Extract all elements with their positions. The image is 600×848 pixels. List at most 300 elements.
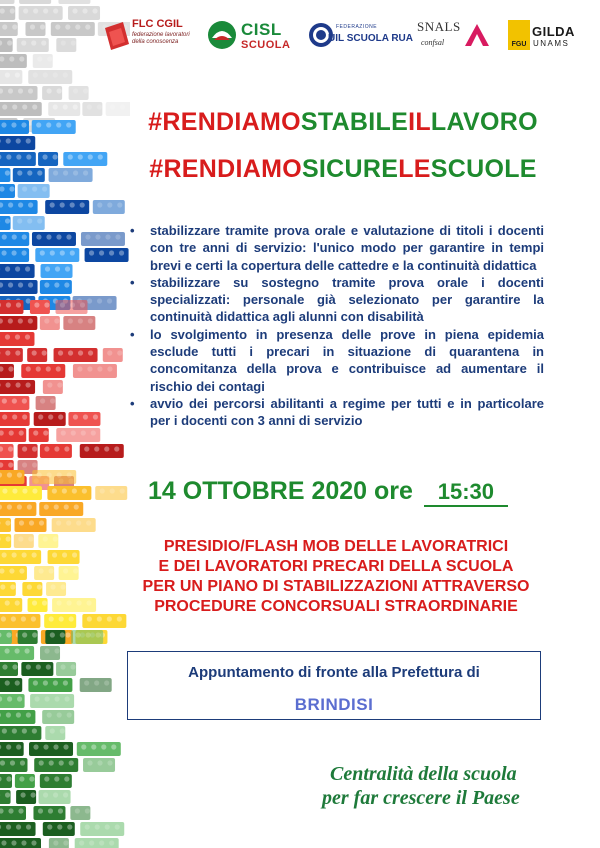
lego-stud: [10, 760, 15, 765]
list-item: • avvio dei percorsi abilitanti a regime per tutti e in particolare per i docenti con 3 anni di servizio: [130, 395, 544, 430]
lego-stud: [50, 584, 55, 589]
flc-cgil-name: FLC CGIL: [132, 18, 183, 30]
lego-stud: [56, 122, 61, 127]
slogan-line-2: per far crescere il Paese: [322, 787, 520, 809]
lego-stud: [50, 728, 55, 733]
lego-stud: [52, 552, 57, 557]
lego-stud: [44, 282, 49, 287]
lego-stud: [12, 414, 17, 419]
lego-stud: [44, 318, 49, 323]
cisl-subtitle: SCUOLA: [241, 39, 291, 51]
lego-stud: [15, 600, 20, 605]
lego-stud: [81, 744, 86, 749]
lego-stud: [27, 504, 32, 509]
lego-stud: [18, 88, 23, 93]
lego-stud: [15, 72, 20, 77]
snals-name: SNALS: [417, 19, 461, 34]
snals-arrow-icon: [463, 22, 491, 48]
lego-stud: [87, 616, 92, 621]
lego-stud: [5, 350, 10, 355]
lego-stud: [97, 202, 102, 207]
hashtag-safe-schools: [128, 155, 558, 184]
hashtag-2-part-2: SICURE: [301, 155, 399, 183]
lego-stud: [5, 170, 10, 175]
cisl-mark-icon: [207, 20, 237, 50]
lego-stud: [32, 552, 37, 557]
lego-stud: [6, 776, 11, 781]
lego-stud: [109, 840, 114, 845]
lego-stud: [60, 250, 65, 255]
appointment-city: BRINDISI: [294, 695, 374, 714]
lego-stud: [29, 776, 34, 781]
lego-stud: [16, 138, 21, 143]
hashtag-2-part-3: LE: [398, 155, 431, 183]
lego-stud: [11, 840, 16, 845]
cisl-name: CISL: [241, 20, 282, 39]
lego-stud: [34, 696, 39, 701]
lego-stud: [120, 104, 125, 109]
lego-stud: [34, 302, 39, 307]
lego-stud: [16, 712, 21, 717]
lego-stud: [43, 680, 48, 685]
lego-stud: [1, 250, 6, 255]
lego-stud: [42, 186, 47, 191]
lego-stud: [60, 664, 65, 669]
lego-stud: [25, 266, 30, 271]
lego-stud: [6, 632, 11, 637]
lego-stud: [99, 840, 104, 845]
lego-stud: [75, 808, 80, 813]
lego-stud: [94, 446, 99, 451]
lego-stud: [54, 648, 59, 653]
lego-stud: [87, 600, 92, 605]
lego-stud: [11, 250, 16, 255]
lego-stud: [12, 24, 17, 29]
lego-stud: [16, 744, 21, 749]
lego-stud: [63, 744, 68, 749]
lego-stud: [18, 318, 23, 323]
lego-stud: [54, 696, 59, 701]
list-item: • stabilizzare su sostegno tramite prova orale i docenti specializzati: personale già selezionato per garantire la continuità didattica agli alunni con disabilità: [130, 274, 544, 326]
lego-stud: [93, 414, 98, 419]
lego-stud: [68, 350, 73, 355]
lego-stud: [5, 334, 10, 339]
lego-stud: [63, 840, 68, 845]
lego-stud: [53, 72, 58, 77]
lego-stud: [75, 24, 80, 29]
gilda-mark-icon: [508, 20, 530, 50]
lego-stud: [32, 632, 37, 637]
lego-stud: [110, 488, 115, 493]
lego-brick: [0, 0, 14, 4]
lego-stud: [17, 170, 22, 175]
lego-stud: [8, 446, 13, 451]
lego-stud: [41, 40, 46, 45]
lego-stud: [66, 520, 71, 525]
lego-stud: [43, 430, 48, 435]
lego-stud: [43, 744, 48, 749]
lego-stud: [85, 234, 90, 239]
lego-stud: [19, 568, 24, 573]
event-date-text: 14 OTTOBRE 2020 ore: [148, 477, 413, 505]
lego-stud: [20, 760, 25, 765]
gilda-unams-logo: [508, 14, 588, 60]
lego-brick: [0, 598, 22, 612]
lego-stud: [22, 186, 27, 191]
lego-stud: [87, 366, 92, 371]
lego-stud: [67, 472, 72, 477]
lego-stud: [44, 446, 49, 451]
lego-stud: [6, 154, 11, 159]
lego-stud: [117, 202, 122, 207]
lego-stud: [67, 600, 72, 605]
lego-stud: [46, 664, 51, 669]
lego-stud: [8, 366, 13, 371]
lego-stud: [22, 104, 27, 109]
lego-stud: [61, 430, 66, 435]
lego-stud: [107, 366, 112, 371]
lego-stud: [66, 122, 71, 127]
lego-stud: [70, 250, 75, 255]
lego-stud: [23, 8, 28, 13]
lego-stud: [2, 234, 7, 239]
lego-stud: [18, 202, 23, 207]
lego-stud: [97, 104, 102, 109]
lego-stud: [65, 266, 70, 271]
lego-stud: [82, 488, 87, 493]
lego-stud: [15, 680, 20, 685]
lego-stud: [36, 366, 41, 371]
lego-stud: [63, 680, 68, 685]
lego-stud: [39, 568, 44, 573]
lego-stud: [22, 234, 27, 239]
lego-stud: [42, 600, 47, 605]
lego-stud: [58, 414, 63, 419]
lego-stud: [64, 446, 69, 451]
lego-stud: [48, 808, 53, 813]
lego-stud: [28, 282, 33, 287]
lego-stud: [7, 696, 12, 701]
lego-stud: [81, 430, 86, 435]
lego-bricks-decoration: [0, 0, 130, 848]
lego-stud: [5, 266, 10, 271]
lego-stud: [43, 8, 48, 13]
hashtag-1-part-1: #RENDIAMO: [148, 108, 301, 136]
event-line: PER UN PIANO DI STABILIZZAZIONI ATTRAVERSO: [142, 578, 530, 595]
lego-stud: [8, 282, 13, 287]
lego-stud: [2, 414, 7, 419]
lego-brick: [19, 0, 51, 4]
lego-stud: [5, 600, 10, 605]
lego-stud: [85, 808, 90, 813]
gilda-mark-text: FGU: [511, 41, 527, 48]
lego-stud: [107, 350, 112, 355]
lego-stud: [85, 24, 90, 29]
lego-stud: [114, 446, 119, 451]
lego-stud: [68, 154, 73, 159]
lego-stud: [86, 632, 91, 637]
lego-stud: [91, 744, 96, 749]
lego-stud: [56, 366, 61, 371]
gilda-subtitle: UNAMS: [533, 39, 570, 48]
lego-stud: [94, 680, 99, 685]
lego-stud: [72, 8, 77, 13]
lego-stud: [2, 24, 7, 29]
appointment-box: [127, 651, 541, 720]
lego-stud: [25, 382, 30, 387]
lego-stud: [6, 712, 11, 717]
lego-stud: [49, 760, 54, 765]
lego-stud: [32, 186, 37, 191]
lego-stud: [69, 760, 74, 765]
lego-stud: [61, 40, 66, 45]
lego-stud: [33, 72, 38, 77]
lego-stud: [32, 728, 37, 733]
lego-stud: [57, 712, 62, 717]
lego-stud: [72, 488, 77, 493]
flc-cgil-subtitle: federazione lavoratori della conoscenza: [132, 32, 190, 45]
lego-stud: [2, 664, 7, 669]
lego-stud: [97, 616, 102, 621]
lego-stud: [10, 584, 15, 589]
lego-stud: [21, 840, 26, 845]
lego-stud: [2, 488, 7, 493]
lego-stud: [60, 728, 65, 733]
lego-stud: [78, 318, 83, 323]
lego-stud: [104, 680, 109, 685]
lego-stud: [109, 250, 114, 255]
lego-stud: [71, 430, 76, 435]
lego-stud: [70, 664, 75, 669]
lego-stud: [79, 840, 84, 845]
lego-stud: [29, 520, 34, 525]
lego-stud: [44, 696, 49, 701]
lego-stud: [33, 8, 38, 13]
list-item: • stabilizzare tramite prova orale e valutazione di titoli i docenti con tre anni di servizio: l'unico modo per garantire in tempi brevi e certi la copertura delle cattedre e la continuità didattica: [130, 222, 544, 274]
lego-stud: [63, 568, 68, 573]
lego-stud: [26, 712, 31, 717]
slogan: [322, 762, 570, 810]
snals-subtitle: confsal: [421, 38, 445, 47]
hashtag-1-part-3: IL: [408, 108, 431, 136]
lego-stud: [15, 648, 20, 653]
lego-stud: [87, 104, 92, 109]
lego-stud: [54, 504, 59, 509]
lego-stud: [37, 218, 42, 223]
lego-stud: [107, 616, 112, 621]
lego-stud: [9, 186, 14, 191]
lego-stud: [11, 616, 16, 621]
lego-stud: [12, 104, 17, 109]
lego-stud: [6, 744, 11, 749]
lego-stud: [57, 824, 62, 829]
lego-stud: [33, 744, 38, 749]
lego-stud: [87, 298, 92, 303]
lego-stud: [16, 302, 21, 307]
lego-stud: [104, 446, 109, 451]
lego-brick: [106, 102, 130, 116]
lego-stud: [47, 472, 52, 477]
lego-stud: [77, 366, 82, 371]
lego-stud: [12, 488, 17, 493]
lego-stud: [73, 104, 78, 109]
lego-stud: [31, 792, 36, 797]
lego-stud: [25, 334, 30, 339]
lego-stud: [55, 24, 60, 29]
lego-stud: [73, 88, 78, 93]
lego-stud: [42, 154, 47, 159]
lego-stud: [73, 568, 78, 573]
lego-stud: [27, 218, 32, 223]
lego-stud: [91, 430, 96, 435]
lego-stud: [71, 40, 76, 45]
lego-stud: [32, 600, 37, 605]
lego-brick: [0, 678, 22, 692]
lego-stud: [53, 536, 58, 541]
lego-stud: [46, 366, 51, 371]
lego-stud: [115, 234, 120, 239]
demands-list: [130, 222, 544, 430]
lego-stud: [21, 616, 26, 621]
lego-stud: [11, 122, 16, 127]
lego-stud: [21, 40, 26, 45]
lego-stud: [78, 154, 83, 159]
lego-stud: [22, 462, 27, 467]
lego-stud: [101, 744, 106, 749]
lego-stud: [72, 552, 77, 557]
lego-stud: [58, 350, 63, 355]
lego-stud: [97, 298, 102, 303]
lego-stud: [60, 584, 65, 589]
lego-stud: [22, 632, 27, 637]
lego-stud: [21, 122, 26, 127]
lego-stud: [60, 202, 65, 207]
lego-stud: [76, 520, 81, 525]
lego-stud: [47, 382, 52, 387]
lego-stud: [31, 840, 36, 845]
lego-stud: [7, 40, 12, 45]
hashtag-2-part-4: SCUOLE: [430, 155, 537, 183]
lego-stud: [117, 350, 122, 355]
lego-stud: [55, 266, 60, 271]
lego-stud: [83, 88, 88, 93]
lego-stud: [9, 56, 14, 61]
lego-stud: [54, 776, 59, 781]
lego-stud: [33, 680, 38, 685]
lego-stud: [9, 568, 14, 573]
lego-stud: [96, 632, 101, 637]
lego-stud: [53, 170, 58, 175]
lego-stud: [69, 616, 74, 621]
lego-stud: [43, 792, 48, 797]
lego-stud: [95, 234, 100, 239]
lego-stud: [8, 318, 13, 323]
hashtag-stable-work: [128, 108, 558, 137]
lego-stud: [16, 824, 21, 829]
lego-stud: [36, 234, 41, 239]
lego-stud: [2, 552, 7, 557]
lego-stud: [15, 350, 20, 355]
lego-stud: [88, 318, 93, 323]
lego-stud: [43, 72, 48, 77]
lego-stud: [54, 318, 59, 323]
event-line: E DEI LAVORATORI PRECARI DELLA SCUOLA: [158, 558, 514, 575]
lego-stud: [99, 250, 104, 255]
lego-stud: [7, 504, 12, 509]
lego-stud: [6, 138, 11, 143]
lego-stud: [33, 430, 38, 435]
lego-stud: [74, 504, 79, 509]
lego-stud: [46, 122, 51, 127]
lego-stud: [47, 88, 52, 93]
lego-stud: [8, 202, 13, 207]
snals-confsal-logo: [415, 14, 491, 60]
lego-stud: [0, 584, 5, 589]
lego-stud: [59, 616, 64, 621]
lego-stud: [28, 202, 33, 207]
lego-stud: [50, 202, 55, 207]
lego-stud: [53, 104, 58, 109]
lego-stud: [105, 824, 110, 829]
lego-stud: [15, 334, 20, 339]
lego-stud: [88, 154, 93, 159]
slogan-line-1: Centralità della scuola: [330, 763, 517, 785]
event-line: PROCEDURE CONCORSUALI STRAORDINARIE: [154, 598, 518, 615]
lego-stud: [49, 568, 54, 573]
lego-stud: [57, 382, 62, 387]
lego-stud: [56, 234, 61, 239]
lego-stud: [57, 88, 62, 93]
lego-stud: [83, 414, 88, 419]
lego-stud: [6, 536, 11, 541]
event-date: [148, 477, 548, 507]
lego-stud: [19, 520, 24, 525]
lego-stud: [77, 600, 82, 605]
lego-stud: [63, 72, 68, 77]
lego-stud: [115, 824, 120, 829]
lego-stud: [22, 552, 27, 557]
lego-stud: [32, 462, 37, 467]
lego-stud: [107, 298, 112, 303]
event-line: PRESIDIO/FLASH MOB DELLE LAVORATRICI: [163, 538, 509, 555]
lego-stud: [40, 398, 45, 403]
lego-stud: [17, 218, 22, 223]
lego-stud: [52, 154, 57, 159]
lego-stud: [53, 792, 58, 797]
lego-stud: [97, 760, 102, 765]
lego-stud: [53, 744, 58, 749]
lego-stud: [8, 88, 13, 93]
lego-stud: [36, 664, 41, 669]
lego-stud: [57, 472, 62, 477]
lego-stud: [64, 282, 69, 287]
lego-stud: [19, 776, 24, 781]
lego-stud: [10, 8, 15, 13]
lego-stud: [2, 398, 7, 403]
lego-stud: [119, 250, 124, 255]
lego-stud: [44, 302, 49, 307]
lego-stud: [97, 366, 102, 371]
lego-stud: [18, 282, 23, 287]
lego-stud: [120, 488, 125, 493]
lego-stud: [37, 170, 42, 175]
lego-stud: [82, 8, 87, 13]
lego-stud: [8, 462, 13, 467]
lego-stud: [32, 104, 37, 109]
lego-stud: [53, 8, 58, 13]
lego-stud: [53, 680, 58, 685]
lego-stud: [5, 648, 10, 653]
